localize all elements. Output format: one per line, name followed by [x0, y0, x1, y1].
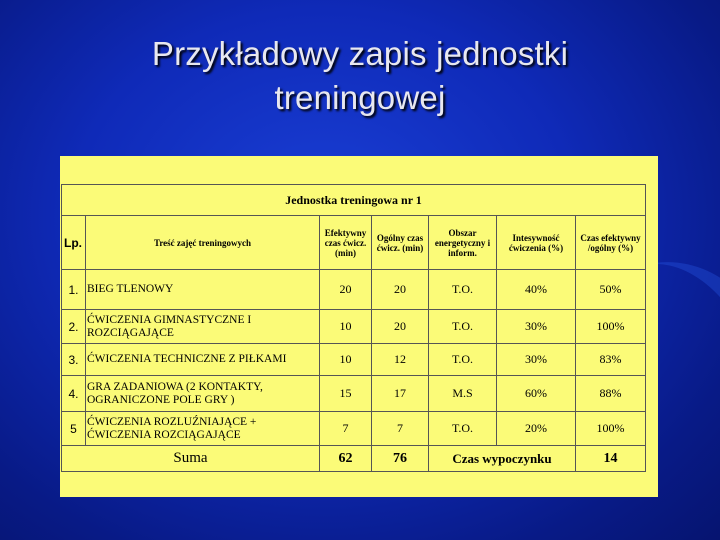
row-intensity: 40% — [497, 270, 576, 310]
row-intensity: 30% — [497, 344, 576, 376]
row-effective: 7 — [320, 412, 372, 446]
row-total: 7 — [372, 412, 429, 446]
training-table-panel — [60, 156, 658, 497]
header-ratio: Czas efektywny /ogólny (%) — [576, 216, 646, 270]
header-lp: Lp. — [62, 216, 86, 270]
row-effective: 10 — [320, 310, 372, 344]
row-name: ĆWICZENIA GIMNASTYCZNE I ROZCIĄGAJĄCE — [86, 310, 320, 344]
row-lp: 5 — [62, 412, 86, 446]
row-area: T.O. — [429, 310, 497, 344]
header-content: Treść zajęć treningowych — [86, 216, 320, 270]
row-total: 20 — [372, 270, 429, 310]
table-row — [62, 270, 646, 310]
training-unit-table — [61, 184, 646, 472]
slide-title — [0, 32, 720, 120]
row-area: T.O. — [429, 344, 497, 376]
table-caption: Jednostka treningowa nr 1 — [62, 185, 646, 216]
row-area: T.O. — [429, 270, 497, 310]
row-effective: 15 — [320, 376, 372, 412]
row-intensity: 30% — [497, 310, 576, 344]
rest-time-value: 14 — [576, 446, 646, 472]
row-lp: 2. — [62, 310, 86, 344]
row-name: ĆWICZENIA TECHNICZNE Z PIŁKAMI — [86, 344, 320, 376]
row-ratio: 100% — [576, 310, 646, 344]
table-row — [62, 376, 646, 412]
row-name: ĆWICZENIA ROZLUŹNIAJĄCE + ĆWICZENIA ROZCIĄGAJĄCE — [86, 412, 320, 446]
row-lp: 4. — [62, 376, 86, 412]
row-ratio: 50% — [576, 270, 646, 310]
row-ratio: 83% — [576, 344, 646, 376]
row-total: 12 — [372, 344, 429, 376]
row-name: GRA ZADANIOWA (2 KONTAKTY, OGRANICZONE POLE GRY ) — [86, 376, 320, 412]
row-effective: 10 — [320, 344, 372, 376]
table-row — [62, 412, 646, 446]
slide-title-line1: Przykładowy zapis jednostki — [151, 35, 569, 72]
row-effective: 20 — [320, 270, 372, 310]
row-name: BIEG TLENOWY — [86, 270, 320, 310]
row-lp: 3. — [62, 344, 86, 376]
row-area: T.O. — [429, 412, 497, 446]
row-intensity: 20% — [497, 412, 576, 446]
row-total: 20 — [372, 310, 429, 344]
sum-label: Suma — [62, 446, 320, 472]
row-ratio: 88% — [576, 376, 646, 412]
row-ratio: 100% — [576, 412, 646, 446]
row-lp: 1. — [62, 270, 86, 310]
sum-total: 76 — [372, 446, 429, 472]
table-row — [62, 310, 646, 344]
row-intensity: 60% — [497, 376, 576, 412]
row-total: 17 — [372, 376, 429, 412]
slide-title-line2: treningowej — [274, 79, 446, 116]
header-effective: Efektywny czas ćwicz. (min) — [320, 216, 372, 270]
row-area: M.S — [429, 376, 497, 412]
header-area: Obszar energetyczny i inform. — [429, 216, 497, 270]
sum-row — [62, 446, 646, 472]
header-intensity: Intesywność ćwiczenia (%) — [497, 216, 576, 270]
rest-time-label: Czas wypoczynku — [429, 446, 576, 472]
header-total: Ogólny czas ćwicz. (min) — [372, 216, 429, 270]
sum-effective: 62 — [320, 446, 372, 472]
table-row — [62, 344, 646, 376]
